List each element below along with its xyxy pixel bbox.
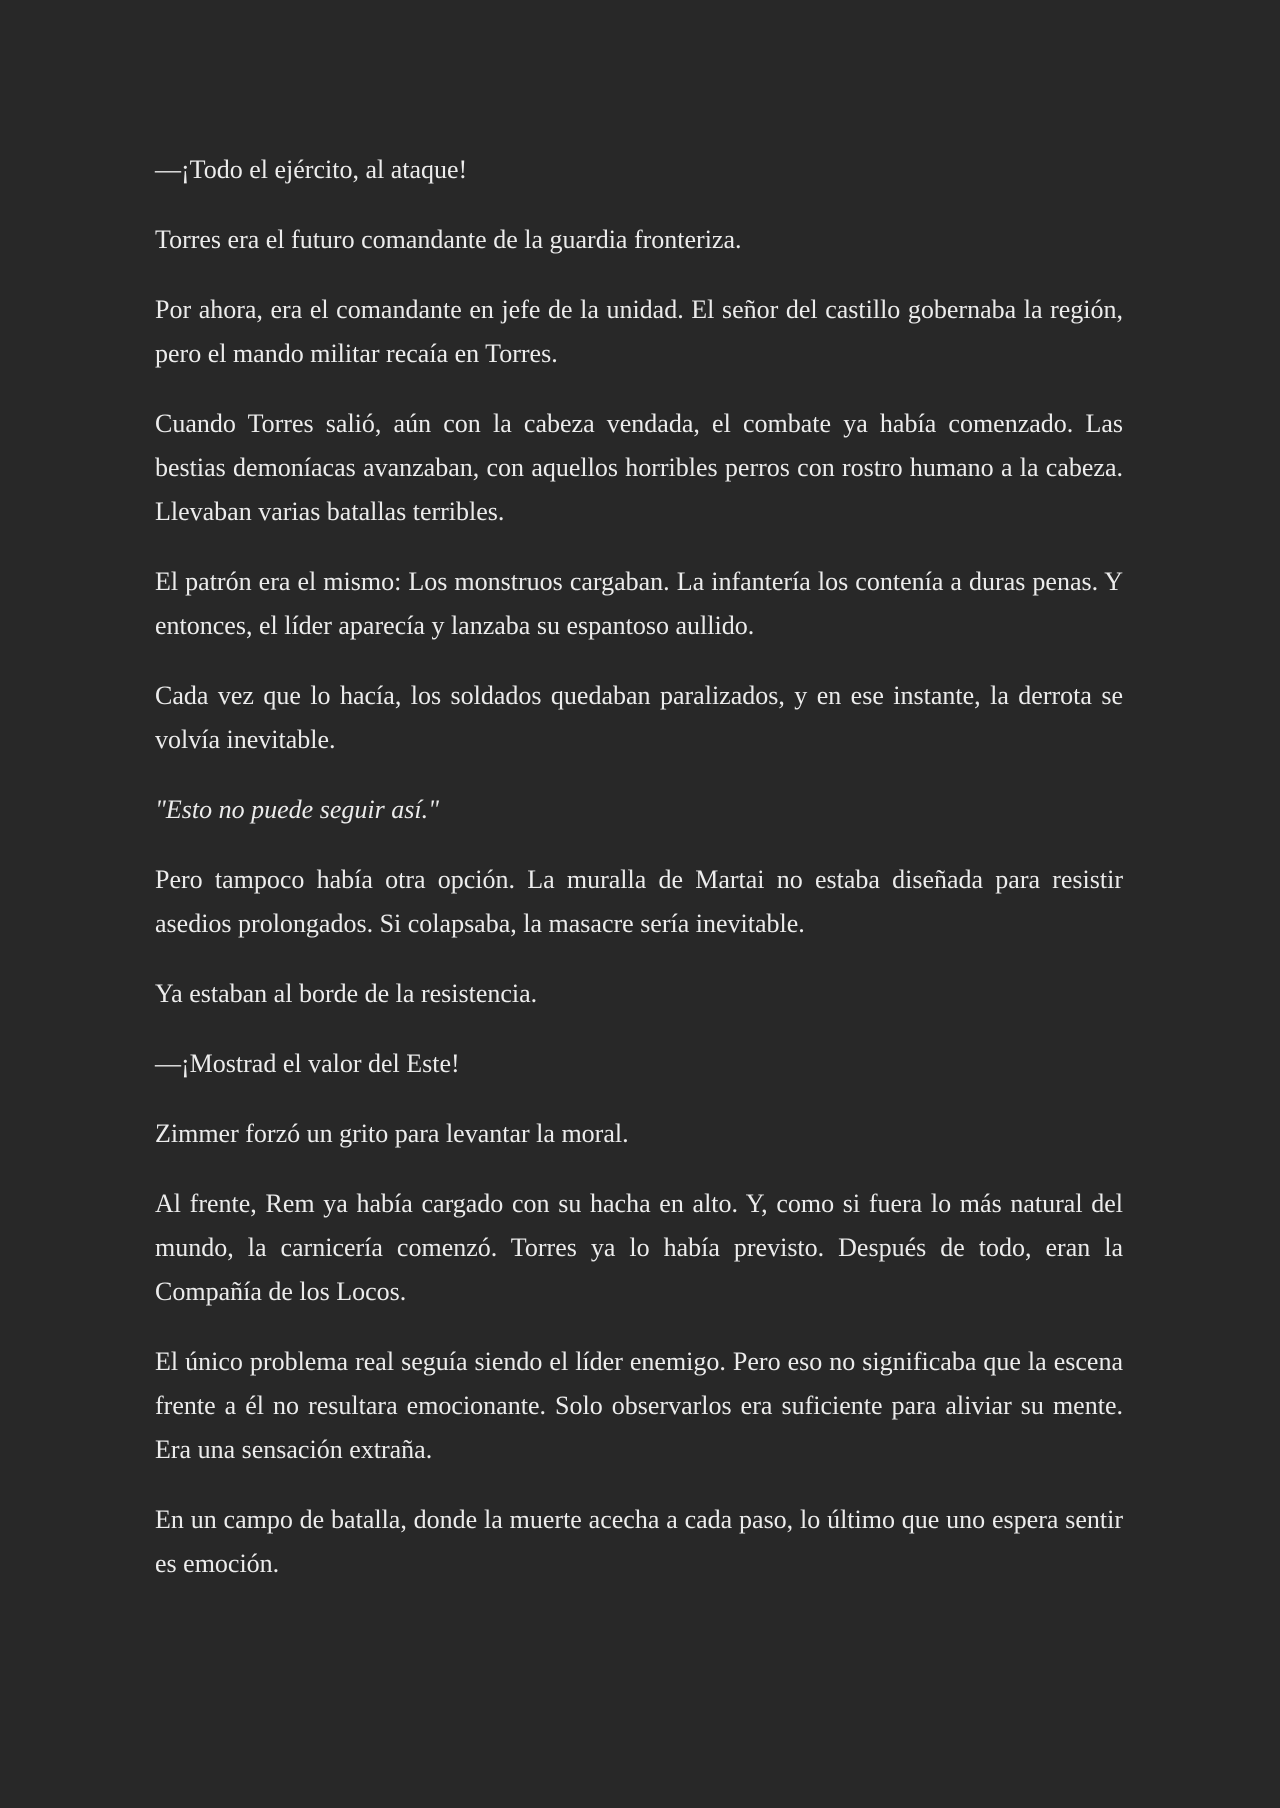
paragraph-1: —¡Todo el ejército, al ataque! xyxy=(155,155,468,184)
paragraph-6: Cada vez que lo hacía, los soldados quedaban paralizados, y en ese instante, la derrota se volvía inevitable. xyxy=(155,681,1123,754)
paragraph-9: Ya estaban al borde de la resistencia. xyxy=(155,979,538,1008)
paragraph-14: En un campo de batalla, donde la muerte acecha a cada paso, lo último que uno espera sentir es emoción. xyxy=(155,1505,1123,1578)
paragraph-8: Pero tampoco había otra opción. La muralla de Martai no estaba diseñada para resistir asedios prolongados. Si colapsaba, la masacre sería inevitable. xyxy=(155,865,1123,938)
reader-content xyxy=(155,148,1123,1612)
paragraph-5: El patrón era el mismo: Los monstruos cargaban. La infantería los contenía a duras penas. Y entonces, el líder aparecía y lanzaba su espantoso aullido. xyxy=(155,567,1123,640)
paragraph-4: Cuando Torres salió, aún con la cabeza vendada, el combate ya había comenzado. Las bestias demoníacas avanzaban, con aquellos horribles perros con rostro humano a la cabeza. Llevaban varias batallas terribles. xyxy=(155,409,1123,526)
paragraph-13: El único problema real seguía siendo el líder enemigo. Pero eso no significaba que la escena frente a él no resultara emocionante. Solo observarlos era suficiente para aliviar su mente. Era una sensación extraña. xyxy=(155,1347,1123,1464)
paragraph-3: Por ahora, era el comandante en jefe de la unidad. El señor del castillo gobernaba la región, pero el mando militar recaía en Torres. xyxy=(155,295,1123,368)
paragraph-2: Torres era el futuro comandante de la guardia fronteriza. xyxy=(155,225,742,254)
paragraph-11: Zimmer forzó un grito para levantar la moral. xyxy=(155,1119,629,1148)
paragraph-12: Al frente, Rem ya había cargado con su hacha en alto. Y, como si fuera lo más natural del mundo, la carnicería comenzó. Torres ya lo había previsto. Después de todo, eran la Compañía de los Locos. xyxy=(155,1189,1123,1306)
paragraph-10: —¡Mostrad el valor del Este! xyxy=(155,1049,460,1078)
paragraph-7-thought: "Esto no puede seguir así." xyxy=(155,795,439,824)
